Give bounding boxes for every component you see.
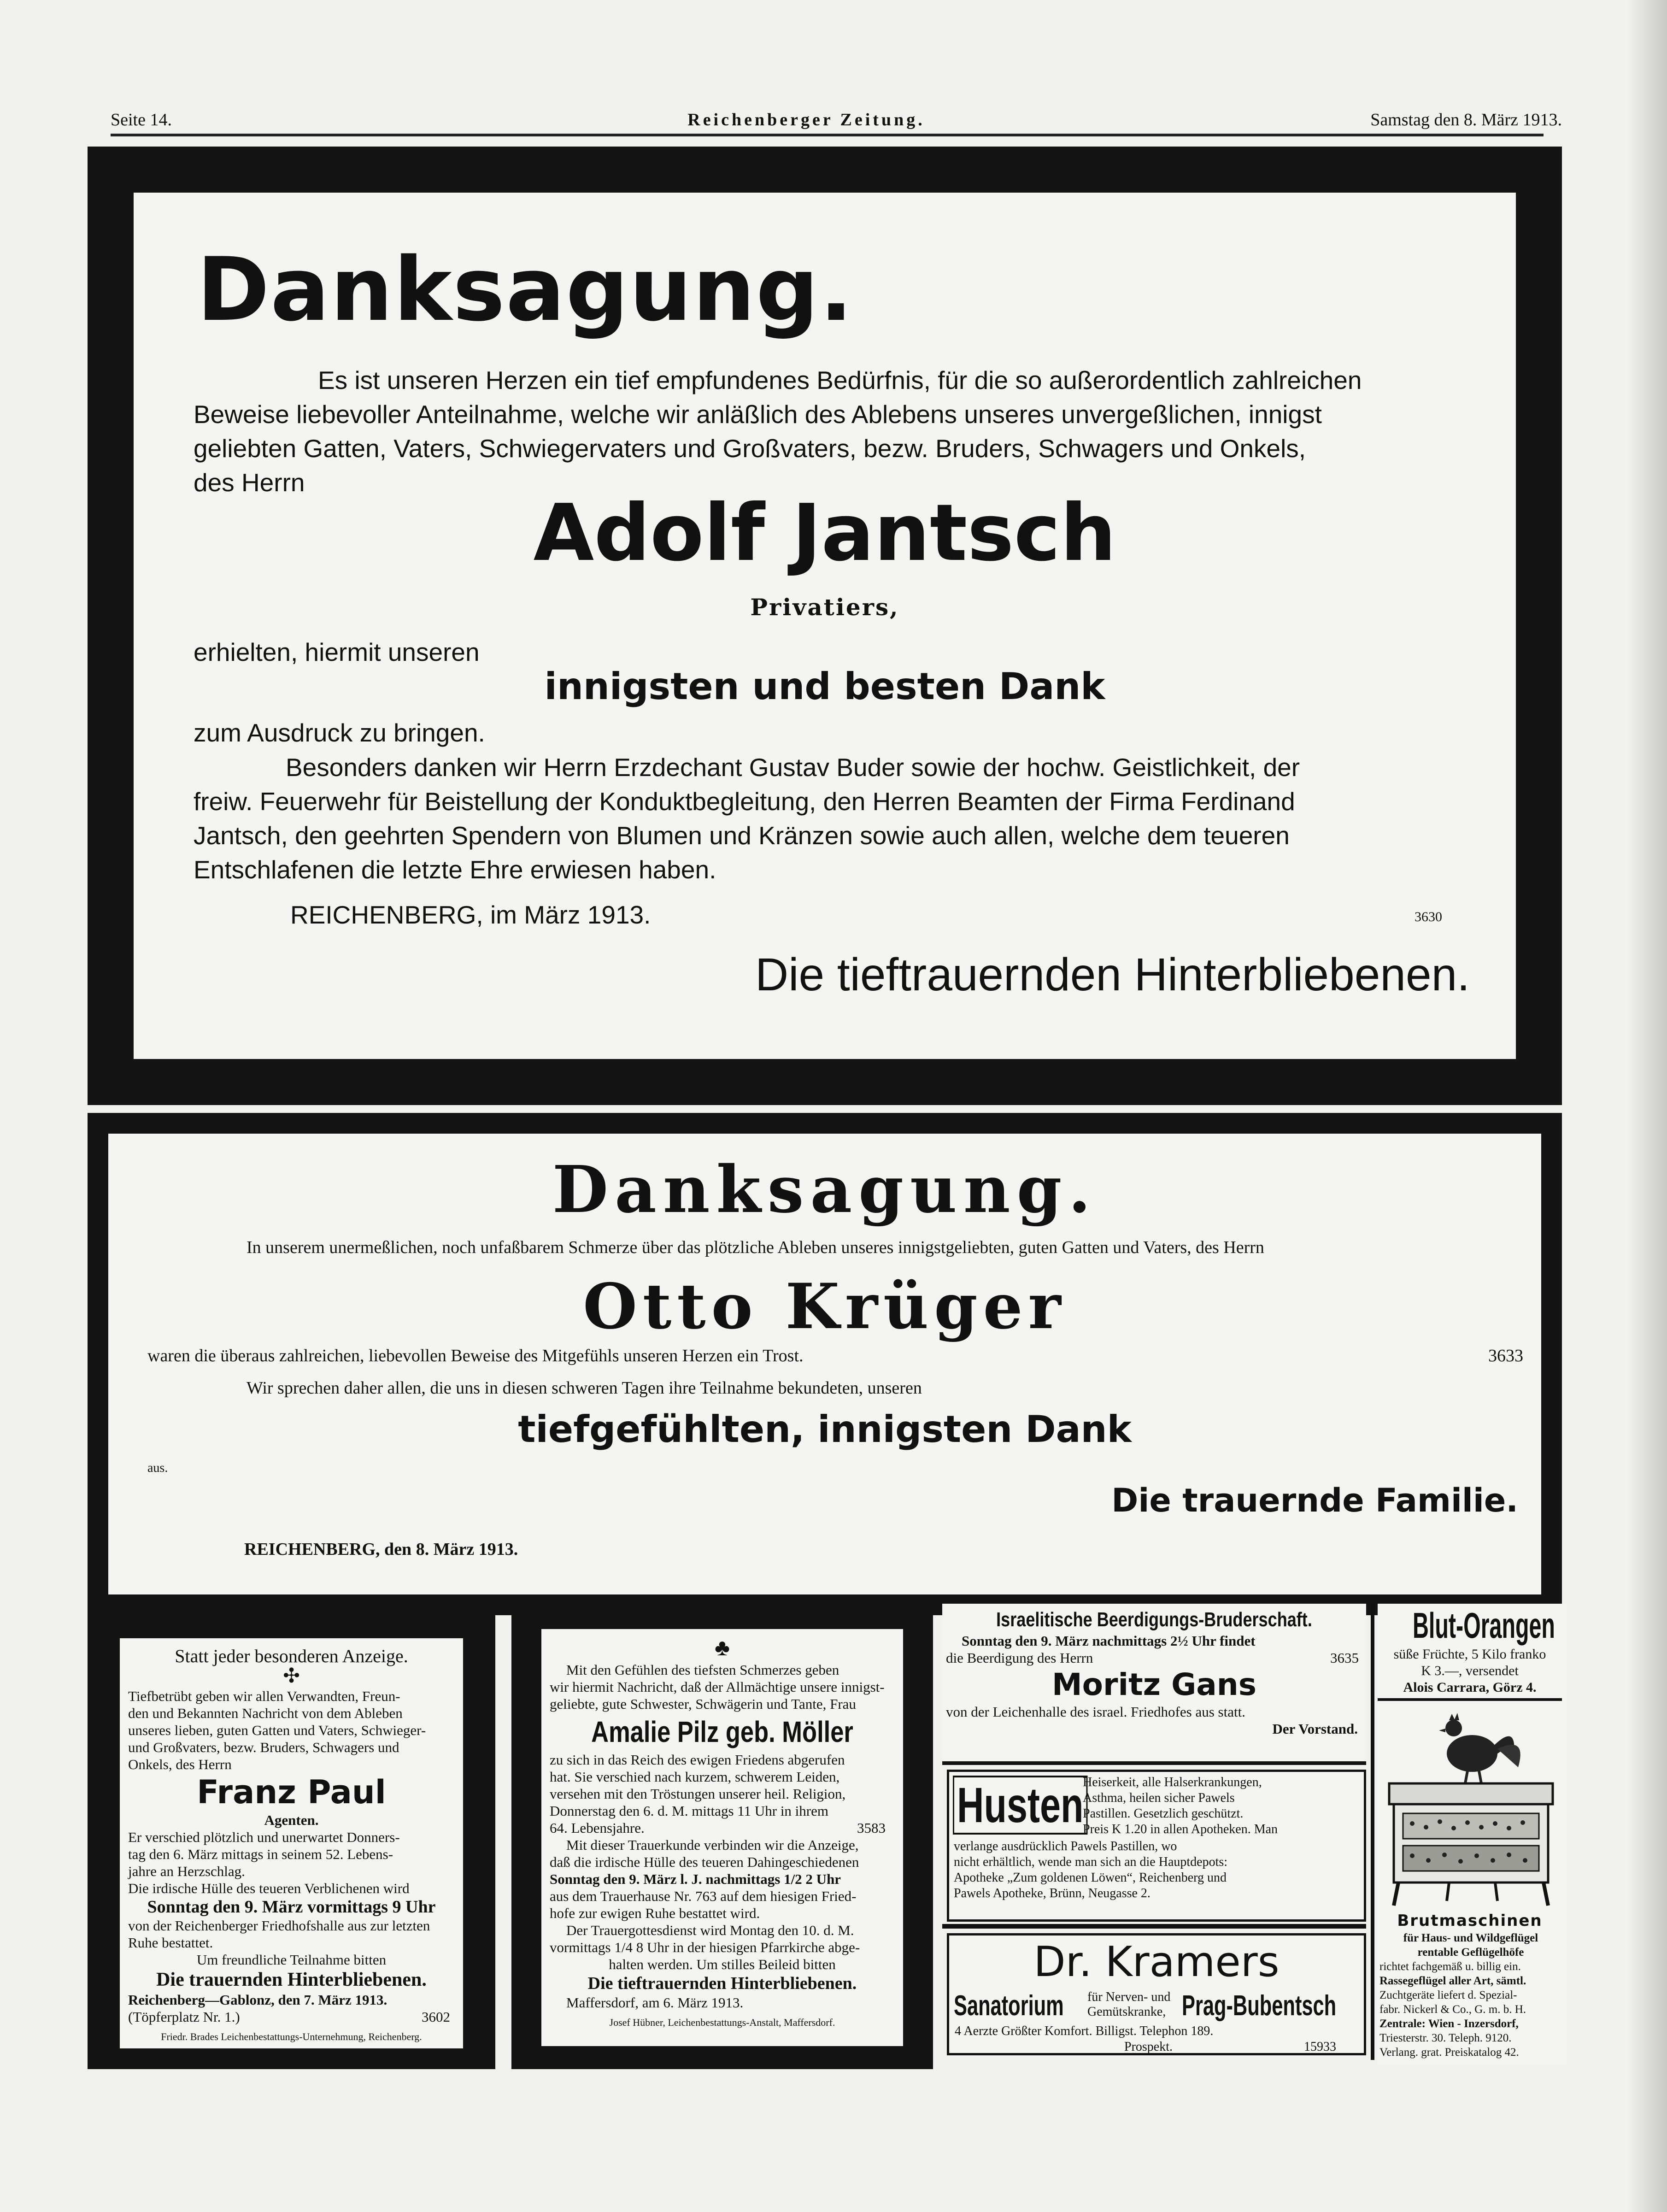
ad6-line: Preis K 1.20 in allen Apotheken. Man [1083,1822,1278,1836]
ad4-line: vormittags 1/4 8 Uhr in der hiesigen Pfarrkirche abge- [550,1939,860,1955]
ad4-line: hofe zur ewigen Ruhe bestattet wird. [550,1905,760,1921]
ad6-text-top [1083,1775,1364,1837]
ad3-number: 3602 [422,2009,450,2025]
ad1-number: 3630 [1415,909,1442,924]
ad3-line: Um freundliche Teilnahme bitten [196,1952,387,1968]
ad8-line2: Rassegeflügel aller Art, sämtl. [1379,1975,1526,1987]
ad3-line: Tiefbetrübt geben wir allen Verwandten, Freun- [128,1688,400,1704]
ad1-place-date: REICHENBERG, im März 1913. [290,900,651,929]
divider [1378,1698,1562,1701]
ad4-line: geliebte, gute Schwester, Schwägerin und Tante, Frau [550,1696,856,1712]
ad-amalie-pilz [511,1608,933,2069]
ad4-line: 64. Lebensjahre. [550,1820,645,1836]
ad7-sanatorium: Sanatorium [954,1990,1064,2022]
divider [1371,1604,1374,2060]
ad1-deceased-name: Adolf Jantsch [533,488,1116,579]
ad4-line: hat. Sie verschied nach kurzem, schwerem Leiden, [550,1769,840,1785]
ad3-name: Franz Paul [197,1773,386,1811]
ad2-aus: aus. [147,1461,168,1475]
ad7-prospekt: Prospekt. [1124,2040,1173,2054]
ad-danksagung-krueger-paper [108,1134,1541,1594]
ad5-signature: Der Vorstand. [1272,1721,1358,1737]
ad4-line: aus dem Trauerhause Nr. 763 auf dem hiesigen Fried- [550,1888,857,1904]
ad3-occupation: Agenten. [264,1812,319,1828]
ad-danksagung-jantsch [88,147,1562,1105]
ad3-line: tag den 6. März mittags in seinem 52. Lebens- [128,1846,393,1862]
ad8-line: K 3.—, versendet [1421,1663,1519,1678]
ad-bruderschaft [942,1604,1366,1760]
ad1-signature: Die tieftrauernden Hinterbliebenen. [755,949,1470,1000]
ad8-heading2: Brutmaschinen [1397,1912,1543,1930]
ad8-line2: fabr. Nickerl & Co., G. m. b. H. [1379,2003,1526,2016]
ad8-text2 [1379,1931,1562,2059]
ad4-line: Der Trauergottesdienst wird Montag den 10. d. M. [566,1922,854,1938]
page-number: Seite 14. [111,110,172,129]
ad1-thanks-line: freiw. Feuerwehr für Beistellung der Konduktbegleitung, den Herren Beamten der Firma Ferdinand [194,787,1295,816]
ad4-line: Donnerstag den 6. d. M. mittags 11 Uhr in ihrem [550,1803,828,1819]
ad3-address-row [128,2008,455,2025]
ad6-text-bottom [954,1839,1364,1901]
ad-danksagung-krueger [88,1113,1562,1615]
ad8-line: süße Früchte, 5 Kilo franko [1393,1647,1546,1662]
ad4-footer: Josef Hübner, Leichenbestattungs-Anstalt, Maffersdorf. [609,2017,835,2028]
ad8-text [1378,1646,1562,1696]
ad5-line2: die Beerdigung des Herrn [946,1650,1093,1666]
ad4-line: Mit den Gefühlen des tiefsten Schmerzes geben [566,1662,839,1678]
ad5-heading: Israelitische Beerdigungs-Bruderschaft. [996,1608,1312,1631]
ad3-line: den und Bekannten Nachricht von dem Ableben [128,1705,403,1721]
ad7-number: 15933 [1304,2040,1336,2054]
ad1-intro-line: Beweise liebevoller Anteilnahme, welche wir anläßlich des Ablebens unseres unvergeßlichen, innigst [194,400,1322,429]
ad-dr-kramers [947,1933,1366,2055]
ad1-intro [194,363,1484,500]
ad4-number: 3583 [857,1820,886,1836]
rooster-icon [1439,1713,1520,1783]
ad3-line: jahre an Herzschlag. [128,1863,245,1879]
ad-amalie-pilz-paper [541,1629,903,2046]
ad2-number: 3633 [1488,1346,1523,1365]
ad4-line: wir hiermit Nachricht, daß der Allmächtige unsere innigst- [550,1679,885,1695]
ad5-row [946,1649,1362,1666]
ad3-place: Reichenberg—Gablonz, den 7. März 1913. [128,1992,387,2008]
ad1-received: erhielten, hiermit unseren [194,638,480,666]
ad6-title: Husten [953,1776,1088,1835]
ad1-thanks [194,750,1484,887]
ad1-thanks-line: Jantsch, den geehrten Spendern von Blumen und Kränzen sowie auch allen, welche dem teueren [194,821,1290,850]
ad1-title: Danksagung. [197,239,854,341]
ad5-line3: von der Leichenhalle des israel. Friedhofes aus statt. [946,1704,1245,1720]
ad-franz-paul-paper [120,1638,463,2048]
ad3-line: Er verschied plötzlich und unerwartet Donners- [128,1829,400,1845]
ad1-dank: innigsten und besten Dank [544,665,1105,708]
ad8-line: Alois Carrara, Görz 4. [1403,1680,1537,1695]
ad1-thanks-line: Besonders danken wir Herrn Erzdechant Gustav Buder sowie der hochw. Geistlichkeit, der [286,753,1300,782]
ad3-signature: Die trauernden Hinterbliebenen. [156,1969,427,1990]
ad3-heading: Statt jeder besonderen Anzeige. [175,1646,408,1666]
ad4-line: halten werden. Um stilles Beileid bitten [609,1956,836,1972]
ad6-line: Pawels Apotheke, Brünn, Neugasse 2. [954,1886,1150,1900]
ad2-signature: Die trauernde Familie. [1111,1482,1518,1519]
ad6-line: verlange ausdrücklich Pawels Pastillen, wo [954,1839,1177,1853]
ad6-line: Pastillen. Gesetzlich geschützt. [1083,1806,1244,1821]
ad-danksagung-jantsch-paper [134,193,1516,1059]
ad3-line: Die irdische Hülle des teueren Verblichenen wird [128,1880,410,1896]
ad7-for [1087,1990,1170,2019]
ad-husten [947,1770,1366,1922]
ad7-title: Dr. Kramers [1033,1938,1280,1986]
ad1-thanks-line: Entschlafenen die letzte Ehre erwiesen haben. [194,855,716,884]
ad2-line2: Wir sprechen daher allen, die uns in diesen schweren Tagen ihre Teilnahme bekundeten, unseren [247,1378,922,1398]
ad2-place-date: REICHENBERG, den 8. März 1913. [244,1540,518,1559]
ad-franz-paul [88,1608,495,2069]
ad4-place: Maffersdorf, am 6. März 1913. [566,1994,744,2011]
ad6-line: Heiserkeit, alle Halserkrankungen, [1083,1775,1262,1789]
ad4-line: Mit dieser Trauerkunde verbinden wir die Anzeige, [566,1837,859,1853]
ad6-line: Apotheke „Zum goldenen Löwen“, Reichenberg und [954,1871,1227,1885]
ad4-line: daß die irdische Hülle des teueren Dahingeschiedenen [550,1854,859,1870]
ad8-line2: Triesterstr. 30. Teleph. 9120. [1379,2032,1512,2044]
header-rule [111,134,1544,136]
ad8-title: Blut-Orangen [1413,1605,1555,1646]
ad7-for-line: Gemütskranke, [1087,2005,1166,2019]
ad2-intro: In unserem unermeßlichen, noch unfaßbarem Schmerze über das plötzliche Ableben unseres innigstgeliebten, guten Gatten und Vaters, des Herrn [247,1238,1264,1257]
issue-date: Samstag den 8. März 1913. [1370,110,1562,129]
ad3-line: unseres lieben, guten Gatten und Vaters, Schwieger- [128,1722,426,1738]
incubator-illustration-icon [1380,1703,1562,1910]
divider [942,1761,1366,1765]
ad1-intro-line: geliebten Gatten, Vaters, Schwiegervaters und Großvaters, bezw. Bruders, Schwagers und Onkels, [194,434,1306,463]
ad8-line2: Verlang. grat. Preiskatalog 42. [1379,2046,1519,2059]
ad3-funeral: Sonntag den 9. März vormittags 9 Uhr [147,1897,436,1917]
ad1-intro-line: des Herrn [194,468,305,497]
ad2-title: Danksagung. [552,1152,1098,1228]
ad2-dank: tiefgefühlten, innigsten Dank [518,1408,1132,1451]
ad5-number: 3635 [1330,1650,1359,1666]
ad4-funeral: Sonntag den 9. März l. J. nachmittags 1/2 2 Uhr [550,1871,841,1887]
ad8-line2: für Haus- und Wildgeflügel [1403,1932,1538,1944]
ad6-line: nicht erhältlich, wende man sich an die Hauptdepots: [954,1855,1228,1869]
newspaper-title: Reichenberger Zeitung. [687,110,925,129]
ad1-express: zum Ausdruck zu bringen. [194,718,485,747]
ad4-signature: Die tieftrauernden Hinterbliebenen. [587,1974,857,1993]
divider [942,1924,1366,1929]
scan-edge [1626,0,1667,2212]
ad1-intro-line: Es ist unseren Herzen ein tief empfundenes Bedürfnis, für die so außerordentlich zahlreichen [318,366,1362,394]
ad-blut-orangen [1378,1604,1567,2065]
ad8-line2: Zentrale: Wien - Inzersdorf, [1379,2018,1519,2030]
ad3-address: (Töpferplatz Nr. 1.) [128,2009,240,2025]
ad5-line1: Sonntag den 9. März nachmittags 2½ Uhr findet [962,1633,1256,1649]
ad2-deceased-name: Otto Krüger [583,1270,1067,1343]
ad7-place: Prag-Bubentsch [1182,1990,1337,2022]
ad4-age-row [550,1819,895,1836]
ad8-line2: rentable Geflügelhöfe [1417,1946,1524,1959]
ad4-line: versehen mit den Tröstungen unserer heil. Religion, [550,1786,846,1802]
cross-icon: ✣ [283,1665,300,1687]
clover-icon: ♣ [715,1635,730,1660]
ad8-line2: richtet fachgemäß u. billig ein. [1379,1960,1521,1973]
ad2-line1: waren die überaus zahlreichen, liebevollen Beweise des Mitgefühls unseren Herzen ein Trost. [147,1346,804,1365]
ad8-line2: Zuchtgeräte liefert d. Spezial- [1379,1989,1517,2001]
ad3-line: und Großvaters, bezw. Bruders, Schwagers und [128,1739,399,1755]
ad5-name: Moritz Gans [1051,1667,1257,1702]
ad4-name: Amalie Pilz geb. Möller [591,1715,853,1748]
ad3-footer: Friedr. Brades Leichenbestattungs-Unternehmung, Reichenberg. [161,2031,422,2042]
ad3-line: Onkels, des Herrn [128,1756,232,1772]
ad1-occupation: Privatiers, [750,594,899,621]
ad3-line: von der Reichenberger Friedhofshalle aus zur letzten [128,1918,430,1934]
ad7-line1: 4 Aerzte Größter Komfort. Billigst. Telephon 189. [955,2024,1214,2038]
ad6-line: Asthma, heilen sicher Pawels [1083,1791,1235,1805]
ad4-line: zu sich in das Reich des ewigen Friedens abgerufen [550,1752,845,1768]
ad7-for-line: für Nerven- und [1087,1990,1171,2004]
ad3-line: Ruhe bestattet. [128,1935,213,1951]
